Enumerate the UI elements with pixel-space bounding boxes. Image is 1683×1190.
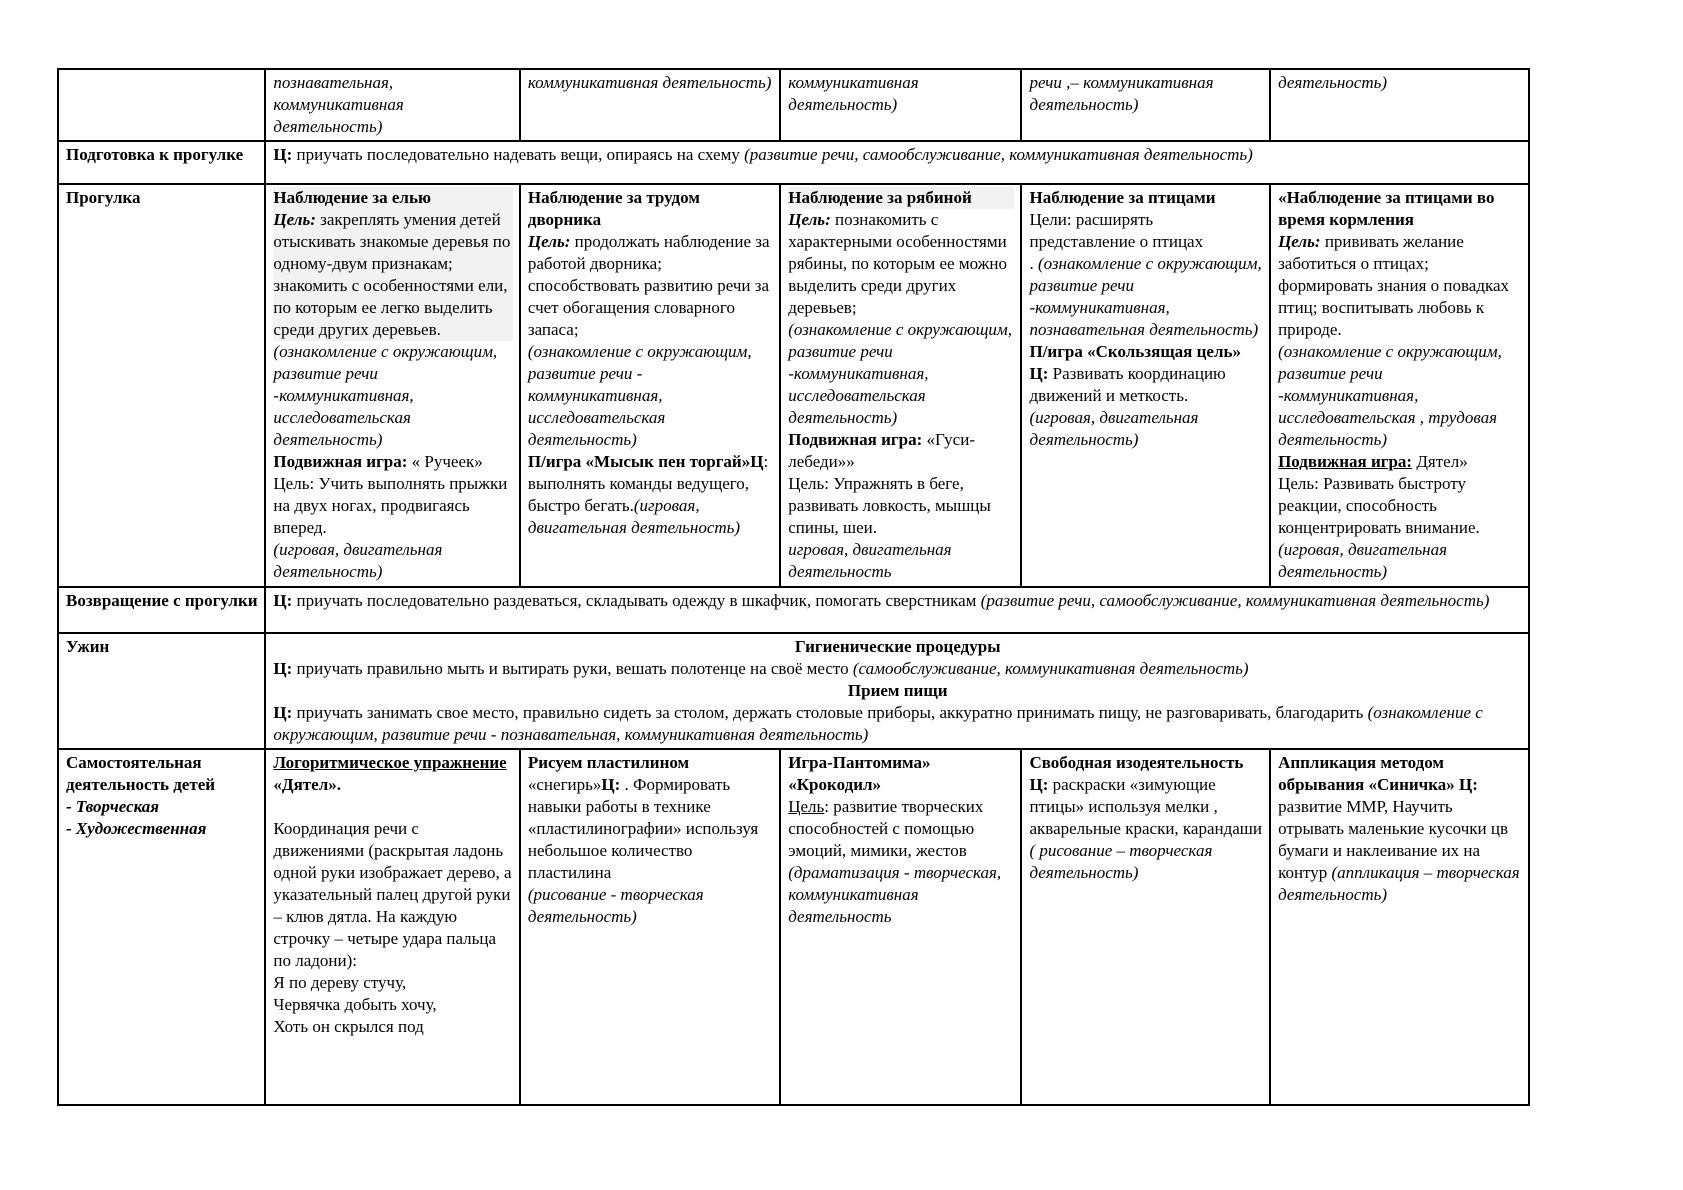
text-run: : выполнять команды ведущего, быстро бегать. (527, 452, 769, 515)
text-run: Ц: (273, 703, 293, 722)
cell-walk-4 (1270, 184, 1529, 587)
merged-cell-dinner (265, 633, 1529, 749)
text-run: (ознакомление с окружающим, развитие речи -коммуникативная, исследовательская деятельность) (273, 342, 498, 449)
text-run: приучать последовательно раздеваться, складывать одежду в шкафчик, помогать сверстникам (292, 591, 981, 610)
text-run: Самостоятельная деятельность детей (66, 753, 216, 794)
text-run: Дятел» (1412, 452, 1468, 471)
paragraph (273, 680, 1522, 702)
paragraph (273, 539, 512, 583)
row-label-walk-prep (58, 141, 265, 184)
text-run: приучать правильно мыть и вытирать руки, вешать полотенце на своё место (292, 659, 853, 678)
text-run: Цель: Учить выполнять прыжки на двух ногах, продвигаясь вперед. (273, 474, 508, 537)
cell-continued-0 (265, 69, 519, 141)
text-run: Рисуем пластилином (527, 753, 690, 772)
cell-walk-3 (1021, 184, 1270, 587)
paragraph (788, 209, 1014, 319)
paragraph (528, 341, 773, 451)
text-run: Игра-Пантомима» «Крокодил» (788, 753, 931, 794)
text-run: (развитие речи, самообслуживание, коммуникативная деятельность) (980, 591, 1490, 610)
paragraph (1029, 209, 1263, 253)
paragraph (273, 658, 1522, 680)
cell-independent-activity-0 (265, 749, 519, 1105)
text-run: (ознакомление с окружающим, развитие речи - познавательная, коммуникативная деятельность) (273, 703, 1483, 744)
paragraph (273, 796, 512, 818)
text-run: Аппликация методом обрывания «Синичка» Ц: (1278, 753, 1478, 794)
text-run: . (1029, 254, 1038, 273)
text-run: игровая, двигательная деятельность (788, 540, 952, 581)
paragraph (1029, 774, 1263, 884)
text-run: Ц: (273, 591, 293, 610)
text-run: П/игра «Мысык пен торгай»Ц (527, 452, 764, 471)
paragraph (788, 429, 1014, 473)
paragraph (273, 636, 1522, 658)
paragraph (1029, 363, 1263, 407)
paragraph (1278, 231, 1522, 341)
paragraph (273, 752, 512, 796)
paragraph (528, 72, 773, 94)
paragraph (1278, 539, 1522, 583)
text-run: речи ,– коммуникативная деятельность) (1029, 73, 1214, 114)
text-run: «Гуси-лебеди»» (788, 430, 975, 471)
text-run: (игровая, двигательная деятельность) (273, 540, 443, 581)
paragraph (788, 539, 1014, 583)
text-run: Прием пищи (847, 681, 948, 700)
text-run: Координация речи с движениями (раскрытая ладонь одной руки изображает дерево, а указательный палец другой руки – клюв дятла. На каждую строчку – четыре удара пальца по ладони): (273, 819, 512, 970)
text-run: Подготовка к прогулке (66, 145, 244, 164)
text-run: (ознакомление с окружающим, развитие речи -коммуникативная, исследовательская деятельность) (788, 320, 1013, 427)
text-run: Цели: расширять представление о птицах (1029, 210, 1204, 251)
cell-continued-4 (1270, 69, 1529, 141)
text-run: Цель: (273, 210, 316, 229)
text-run: Наблюдение за птицами (1029, 188, 1216, 207)
paragraph (1029, 341, 1263, 363)
text-run: коммуникативная деятельность) (527, 73, 772, 92)
text-run: приучать занимать свое место, правильно сидеть за столом, держать столовые приборы, аккуратно принимать пищу, не разговаривать, благодарить (292, 703, 1368, 722)
paragraph (528, 774, 773, 884)
paragraph (1029, 72, 1263, 116)
text-run: Наблюдение за рябиной (788, 188, 972, 207)
paragraph (1278, 187, 1522, 231)
paragraph (1029, 187, 1263, 209)
paragraph (1029, 253, 1263, 341)
text-run: (ознакомление с окружающим, развитие речи - коммуникативная, исследовательская деятельность) (527, 342, 752, 449)
table-row-continued (58, 69, 1529, 141)
text-run: раскраски «зимующие птицы» используя мелки , акварельные краски, карандаши (1029, 775, 1262, 838)
cell-walk-0 (265, 184, 519, 587)
text-run: коммуникативная деятельность) (788, 73, 919, 114)
text-run: Подвижная игра: (788, 430, 923, 449)
text-run: (развитие речи, самообслуживание, коммуникативная деятельность) (744, 145, 1253, 164)
text-run: : развитие творческих способностей с помощью эмоций, мимики, жестов (788, 797, 984, 860)
text-run: Цель: (788, 210, 831, 229)
paragraph (788, 72, 1014, 116)
paragraph (528, 752, 773, 774)
table-row-walk-prep (58, 141, 1529, 184)
paragraph (1029, 407, 1263, 451)
text-run: Гигиенические процедуры (794, 637, 1001, 656)
paragraph (273, 144, 1522, 166)
paragraph (788, 187, 1014, 209)
paragraph (273, 72, 512, 138)
text-run: продолжать наблюдение за работой дворника; способствовать развитию речи за счет обогащения словарного запаса; (527, 232, 770, 339)
text-run: Наблюдение за трудом дворника (527, 188, 700, 229)
cell-walk-1 (520, 184, 780, 587)
text-run: - Художественная (66, 819, 207, 838)
text-run: Цель: Развивать быстроту реакции, способность концентрировать внимание. (1278, 474, 1480, 537)
text-run: Подвижная игра: (1278, 452, 1413, 471)
paragraph (788, 796, 1014, 862)
text-run: закреплять умения детей отыскивать знакомые деревья по одному-двум признакам; знакомить с особенностями ели, по которым ее легко выделить среди других деревьев. (273, 210, 511, 339)
row-label-walk (58, 184, 265, 587)
cell-continued-1 (520, 69, 780, 141)
text-run: Свободная изодеятельность (1029, 753, 1244, 772)
row-label-dinner (58, 633, 265, 749)
text-run: Я по дереву стучу, (273, 973, 407, 992)
row-label-return-from-walk (58, 587, 265, 633)
text-run: Цель: (1278, 232, 1321, 251)
row-label-independent-activity (58, 749, 265, 1105)
paragraph (66, 187, 258, 209)
text-run: Цель: Упражнять в беге, развивать ловкость, мышцы спины, шеи. (788, 474, 991, 537)
text-run: Ц: (1029, 364, 1049, 383)
text-run: Наблюдение за елью (273, 188, 431, 207)
paragraph (273, 818, 512, 972)
paragraph (528, 884, 773, 928)
text-run: (рисование - творческая деятельность) (527, 885, 704, 926)
paragraph (788, 752, 1014, 796)
paragraph (788, 473, 1014, 539)
paragraph (66, 796, 258, 818)
paragraph (1278, 752, 1522, 906)
text-run: Логоритмическое упражнение (273, 753, 507, 772)
paragraph (66, 590, 258, 612)
text-run: П/игра «Скользящая цель» (1029, 342, 1241, 361)
table-row-dinner (58, 633, 1529, 749)
text-run: Цель: (527, 232, 571, 251)
paragraph (1278, 72, 1522, 94)
text-run: (драматизация - творческая, коммуникативная деятельность (788, 863, 1002, 926)
text-run: «снегирь» (527, 775, 602, 794)
paragraph (273, 590, 1522, 612)
text-run: Ужин (66, 637, 110, 656)
text-run: Подвижная игра: (273, 452, 408, 471)
paragraph (273, 994, 512, 1016)
paragraph (273, 187, 512, 209)
text-run: . Формировать навыки работы в технике «пластилинографии» используя небольшое количество пластилина (527, 775, 759, 882)
text-run: «Дятел». (273, 775, 341, 794)
text-run: (самообслуживание, коммуникативная деятельность) (852, 659, 1249, 678)
paragraph (1278, 473, 1522, 539)
text-run: ( рисование – творческая деятельность) (1029, 841, 1213, 882)
plan-table-body (58, 69, 1529, 1105)
daily-plan-table (57, 68, 1530, 1106)
paragraph (1278, 341, 1522, 451)
paragraph (273, 702, 1522, 746)
paragraph (273, 1016, 512, 1038)
text-run: - Творческая (66, 797, 160, 816)
text-run: (игровая, двигательная деятельность) (1278, 540, 1448, 581)
paragraph (788, 319, 1014, 429)
text-run: развитие ММР, Научить отрывать маленькие кусочки цв бумаги и наклеивание их на контур (1278, 797, 1509, 882)
table-row-walk (58, 184, 1529, 587)
text-run: Червячка добыть хочу, (273, 995, 437, 1014)
cell-continued-2 (780, 69, 1021, 141)
text-run: « Ручеек» (407, 452, 483, 471)
paragraph (528, 187, 773, 231)
text-run: Возвращение с прогулки (66, 591, 258, 610)
text-run: «Наблюдение за птицами во время кормления (1278, 188, 1495, 229)
text-run: Ц: (601, 775, 621, 794)
cell-walk-2 (780, 184, 1021, 587)
paragraph (66, 752, 258, 796)
paragraph (788, 862, 1014, 928)
paragraph (66, 818, 258, 840)
text-run: (аппликация – творческая деятельность) (1278, 863, 1520, 904)
text-run: Прогулка (66, 188, 141, 207)
table-row-return-from-walk (58, 587, 1529, 633)
paragraph (66, 144, 258, 166)
paragraph (273, 451, 512, 473)
text-run: (игровая, двигательная деятельность) (527, 496, 741, 537)
text-run: познавательная, коммуникативная деятельность) (273, 73, 404, 136)
text-run: Ц: (1029, 775, 1049, 794)
text-run: (игровая, двигательная деятельность) (1029, 408, 1199, 449)
paragraph (66, 636, 258, 658)
cell-continued-3 (1021, 69, 1270, 141)
paragraph (528, 451, 773, 539)
cell-independent-activity-4 (1270, 749, 1529, 1105)
cell-independent-activity-1 (520, 749, 780, 1105)
paragraph (1029, 752, 1263, 774)
text-run: (ознакомление с окружающим, развитие речи -коммуникативная, исследовательская , трудовая деятельность) (1278, 342, 1502, 449)
row-label-continued (58, 69, 265, 141)
paragraph (528, 231, 773, 341)
text-run: прививать желание заботиться о птицах; формировать знания о повадках птиц; воспитывать любовь к природе. (1278, 232, 1510, 339)
text-run: познакомить с характерными особенностями рябины, по которым ее можно выделить среди других деревьев; (788, 210, 1007, 317)
paragraph (273, 473, 512, 539)
text-run: Развивать координацию движений и меткость. (1029, 364, 1226, 405)
text-run: Хоть он скрылся под (273, 1017, 424, 1036)
text-run: Ц: (273, 145, 293, 164)
text-run: Ц: (273, 659, 293, 678)
paragraph (273, 972, 512, 994)
text-run: деятельность) (1278, 73, 1388, 92)
cell-independent-activity-2 (780, 749, 1021, 1105)
text-run: Цель (788, 797, 825, 816)
paragraph (273, 209, 512, 341)
merged-cell-return-from-walk (265, 587, 1529, 633)
text-run: приучать последовательно надевать вещи, опираясь на схему (292, 145, 745, 164)
text-run: (ознакомление с окружающим, развитие речи -коммуникативная, познавательная деятельность) (1029, 254, 1262, 339)
table-row-independent-activity (58, 749, 1529, 1105)
paragraph (1278, 451, 1522, 473)
merged-cell-walk-prep (265, 141, 1529, 184)
paragraph (273, 341, 512, 451)
cell-independent-activity-3 (1021, 749, 1270, 1105)
